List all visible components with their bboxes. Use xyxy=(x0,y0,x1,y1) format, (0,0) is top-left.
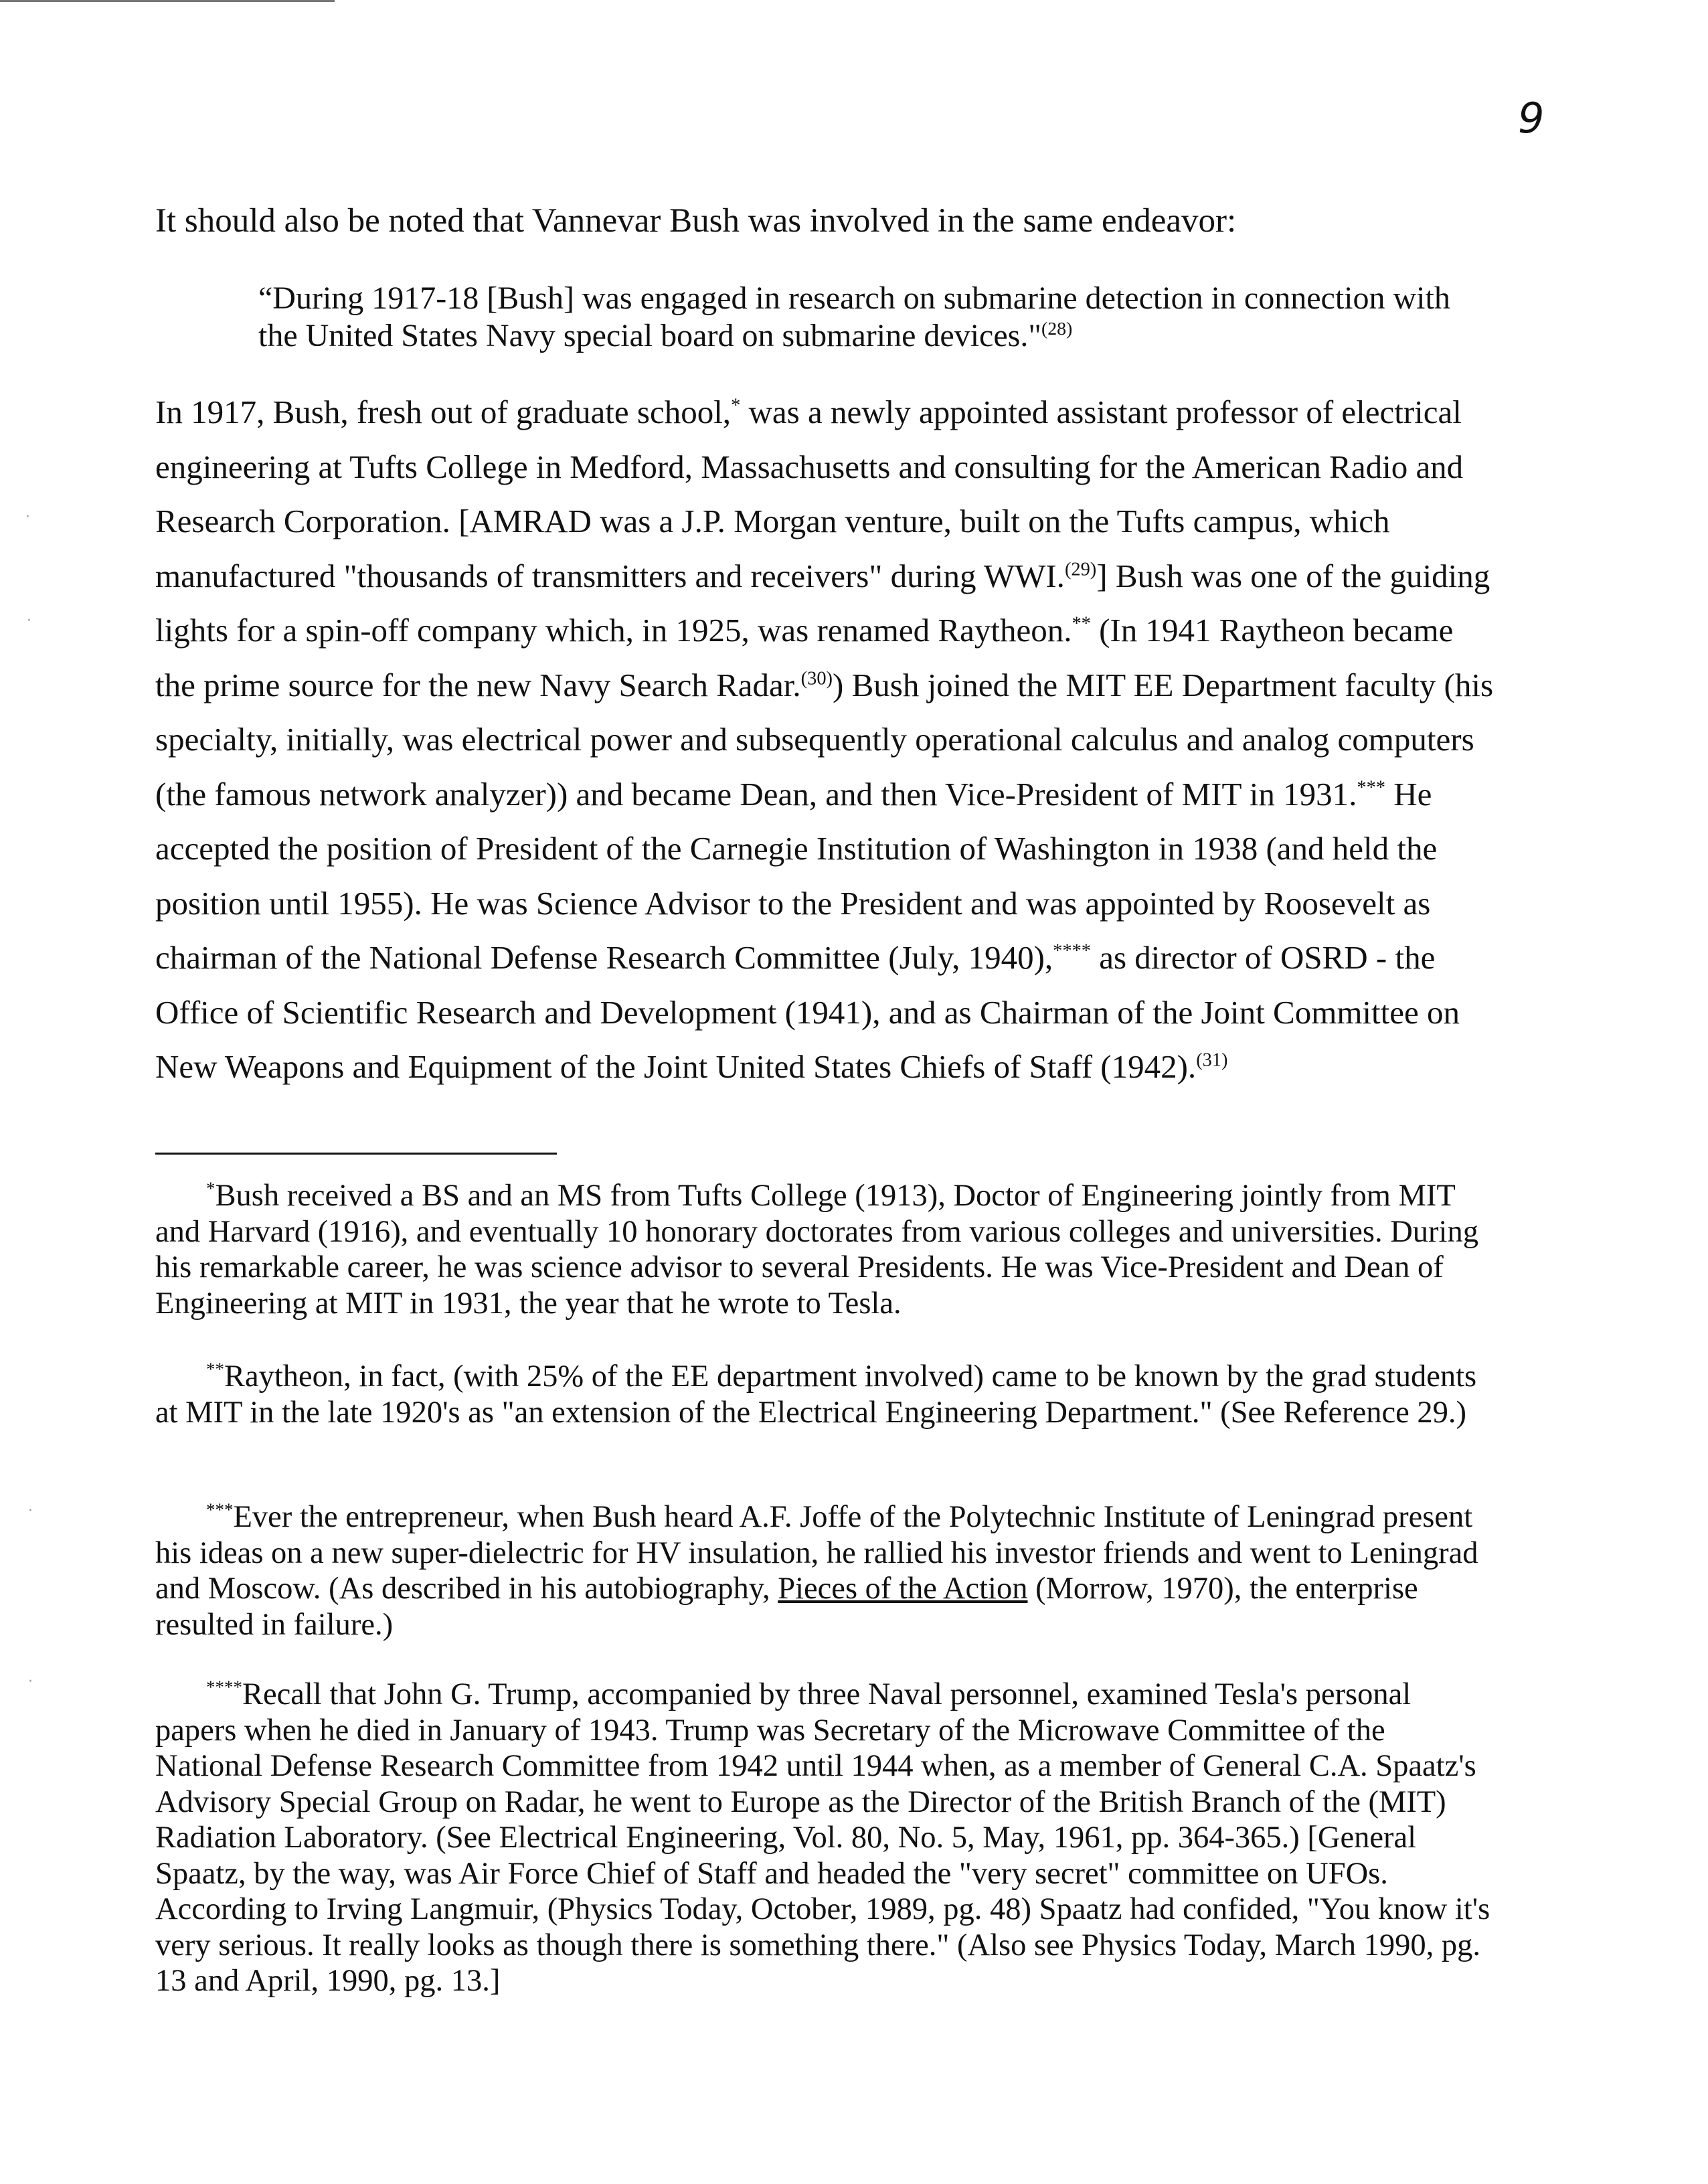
main-text: He accepted the position of President of the Carnegie Institution of Washington in 1938 (and held the position until 1955). He was Science Advisor to the President and was appointed by Roosevelt as chairman of the National Defense Research Committee (July, 1940), xyxy=(155,775,1438,976)
footnote-1 xyxy=(155,1178,1494,1321)
footnote-marker: *** xyxy=(206,1499,234,1520)
main-paragraph xyxy=(155,385,1494,1094)
footnote-3 xyxy=(155,1499,1494,1643)
scan-speck: · xyxy=(25,509,30,525)
footnote-marker: ** xyxy=(1072,613,1091,635)
main-text: In 1917, Bush, fresh out of graduate school, xyxy=(155,394,732,430)
footnote-text: Recall that John G. Trump, accompanied by three Naval personnel, examined Tesla's personal papers when he died in January of 1943. Trump was Secretary of the Microwave Committee of the National Defense Research Committee from 1942 until 1944 when, as a member of General C.A. Spaatz's Advisory Special Group on Radar, he went to Europe as the Director of the British Branch of the (MIT) Radiation Laboratory. (See Electrical Engineering, Vol. 80, No. 5, May, 1961, pp. 364-365.) [General Spaatz, by the way, was Air Force Chief of Staff and headed the "very secret" committee on UFOs. According to Irving Langmuir, (Physics Today, October, 1989, pg. 48) Spaatz had confided, "You know it's very serious. It really looks as though there is something there." (Also see Physics Today, March 1990, pg. 13 and April, 1990, pg. 13.] xyxy=(155,1677,1490,1998)
block-quote xyxy=(258,280,1476,355)
scan-speck: · xyxy=(28,1503,33,1519)
footnote-4 xyxy=(155,1677,1494,1999)
page-number: 9 xyxy=(1518,94,1545,143)
main-text: was a newly appointed assistant professor of electrical engineering at Tufts College in Medford, Massachusetts and consulting for the American Radio and Research Corporation. [AMRAD was a J.P. Morgan venture, built on the Tufts campus, which manufactured "thousands of transmitters and receivers" during WWI. xyxy=(155,394,1464,594)
citation-marker: (30) xyxy=(800,668,833,689)
scan-speck: · xyxy=(27,612,31,629)
quote-text: “During 1917-18 [Bush] was engaged in research on submarine detection in connection with the United States Navy special board on submarine devices." xyxy=(258,280,1450,353)
main-text: (In 1941 Raytheon became the prime source for the new Navy Search Radar. xyxy=(155,612,1454,703)
footnote-text: Raytheon, in fact, (with 25% of the EE department involved) came to be known by the grad students at MIT in the late 1920's as "an extension of the Electrical Engineering Department." (See Reference 29.) xyxy=(155,1359,1477,1430)
intro-text: It should also be noted that Vannevar Bush was involved in the same endeavor: xyxy=(155,202,1237,240)
book-title: Pieces of the Action xyxy=(778,1572,1028,1606)
scan-speck: · xyxy=(28,1673,33,1690)
quote-citation: (28) xyxy=(1041,319,1073,339)
footnote-text: (Morrow, 1970), the enterprise resulted in failure.) xyxy=(155,1572,1418,1642)
intro-paragraph xyxy=(155,194,1534,248)
footnote-separator xyxy=(155,1153,557,1155)
main-text: ] Bush was one of the guiding lights for a spin-off company which, in 1925, was renamed Raytheon. xyxy=(155,557,1490,649)
main-text: as director of OSRD - the Office of Scientific Research and Development (1941), and as Chairman of the Joint Committee on New Weapons and Equipment of the Joint United States Chiefs of Staff (1942). xyxy=(155,939,1460,1085)
footnote-marker: * xyxy=(731,395,741,416)
main-text: ) Bush joined the MIT EE Department faculty (his specialty, initially, was electrical power and subsequently operational calculus and analog computers (the famous network analyzer)) and became Dean, and then Vice-President of MIT in 1931. xyxy=(155,666,1494,813)
footnote-marker: ** xyxy=(206,1359,224,1379)
footnote-text: Ever the entrepreneur, when Bush heard A.F. Joffe of the Polytechnic Institute of Leningrad present his ideas on a new super-dielectric for HV insulation, he rallied his investor friends and went to Leningrad and Moscow. (As described in his autobiography, xyxy=(155,1500,1478,1606)
footnote-marker: **** xyxy=(206,1677,242,1697)
citation-marker: (29) xyxy=(1064,559,1097,580)
scan-edge-line xyxy=(0,0,335,2)
footnote-text: Bush received a BS and an MS from Tufts College (1913), Doctor of Engineering jointly from MIT and Harvard (1916), and eventually 10 honorary doctorates from various colleges and universities. During his remarkable career, he was science advisor to several Presidents. He was Vice-President and Dean of Engineering at MIT in 1931, the year that he wrote to Tesla. xyxy=(155,1179,1478,1321)
footnote-marker: * xyxy=(206,1178,216,1199)
footnote-marker: *** xyxy=(1357,777,1385,799)
footnote-marker: **** xyxy=(1053,940,1091,962)
footnote-2 xyxy=(155,1359,1494,1430)
citation-marker: (31) xyxy=(1196,1049,1228,1071)
